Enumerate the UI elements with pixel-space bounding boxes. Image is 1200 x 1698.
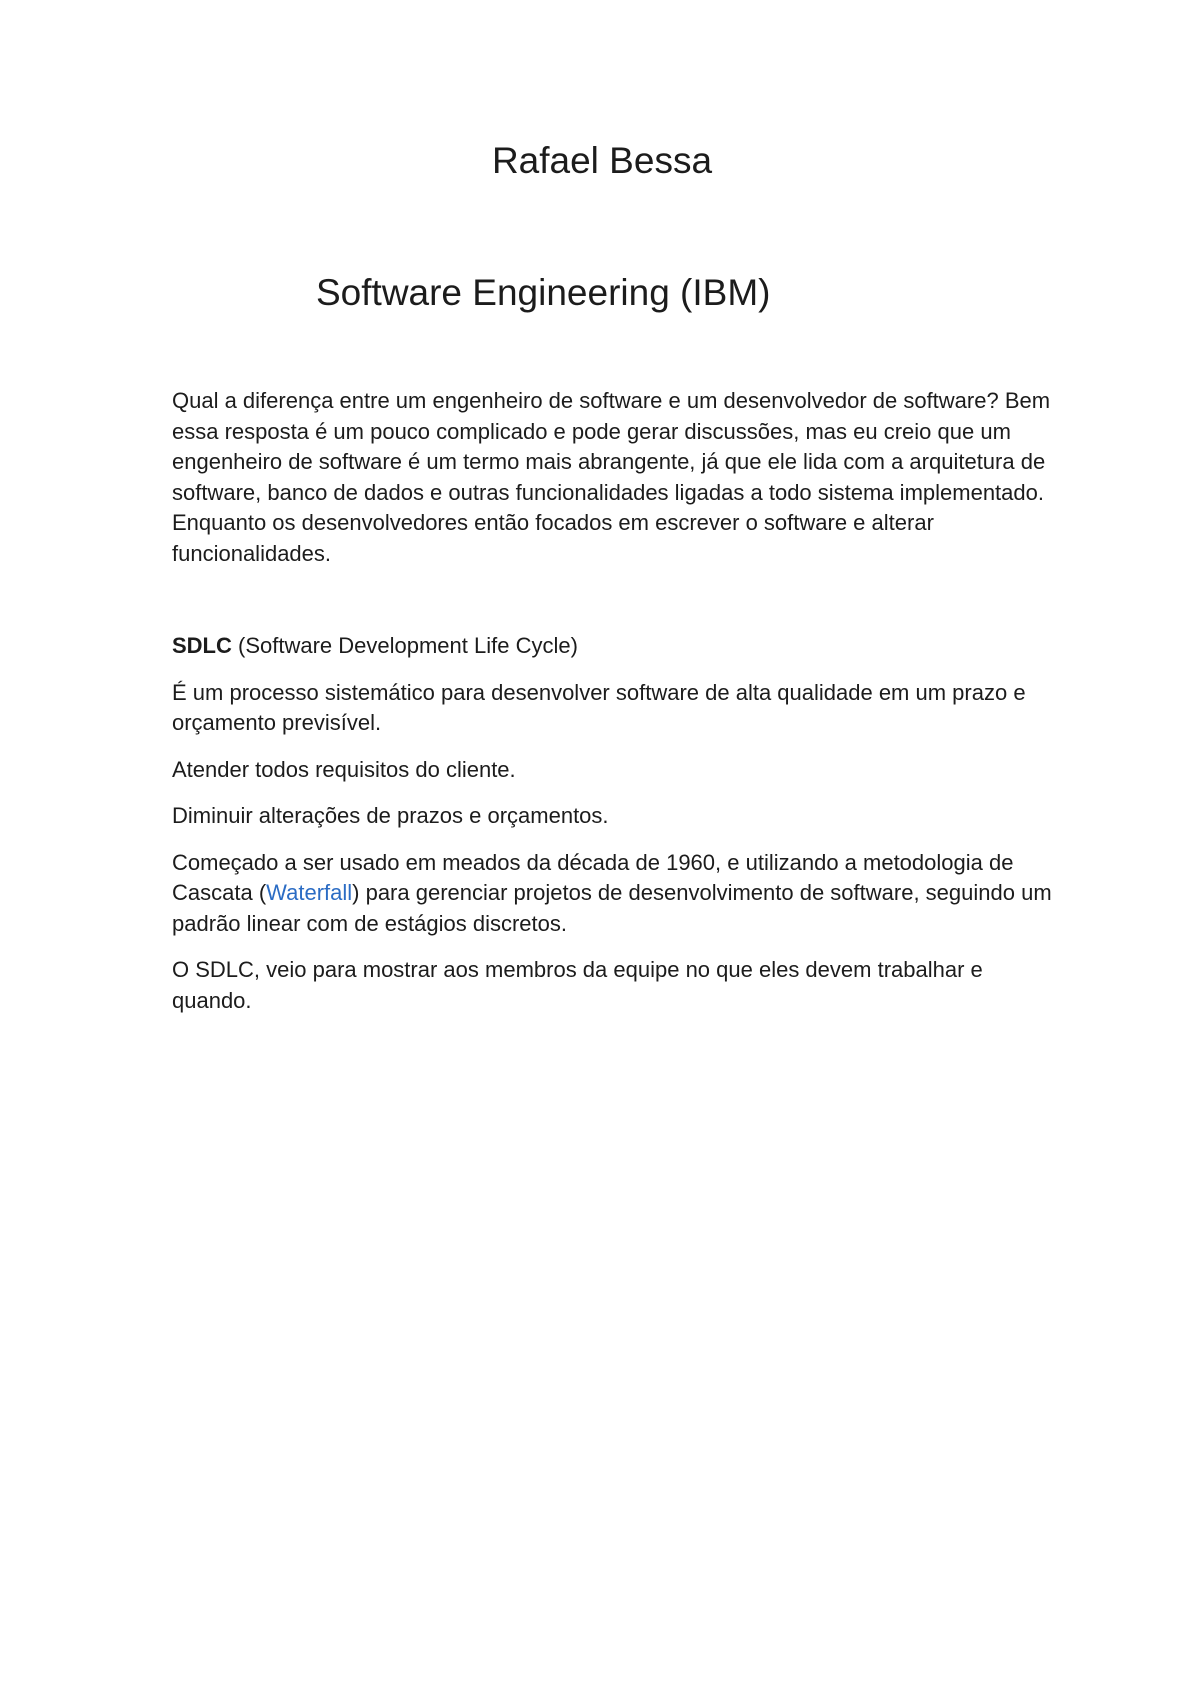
history-paragraph: [172, 848, 1052, 940]
history-text-end: ) para gerenciar projetos de desenvolvimento de software, seguindo um padrão linear com de estágios discretos.: [172, 880, 1052, 936]
history-text-start: Começado a ser usado em meados da década de 1960, e utilizando a metodologia de Cascata (: [172, 849, 1014, 905]
deadlines-paragraph: Diminuir alterações de prazos e orçamentos.: [172, 803, 609, 828]
author-name: Rafael Bessa: [491, 140, 713, 181]
sdlc-heading: [172, 631, 1052, 662]
intro-paragraph: Qual a diferença entre um engenheiro de software e um desenvolvedor de software? Bem essa resposta é um pouco complicado e pode gerar discussões, mas eu creio que um engenheiro de software é um termo mais abrangente, já que ele lida com a arquitetura de software, banco de dados e outras funcionalidades ligadas a todo sistema implementado. Enquanto os desenvolvedores então focados em escrever o software e alterar funcionalidades.: [172, 388, 1051, 566]
sdlc-definition-paragraph: É um processo sistemático para desenvolver software de alta qualidade em um prazo e orçamento previsível.: [172, 679, 1026, 735]
sdlc-expansion: (Software Development Life Cycle): [231, 633, 578, 658]
sdlc-acronym: SDLC: [172, 633, 232, 658]
document-title: Software Engineering (IBM): [316, 272, 771, 313]
purpose-paragraph: O SDLC, veio para mostrar aos membros da equipe no que eles devem trabalhar e quando.: [172, 957, 983, 1013]
requirements-paragraph: Atender todos requisitos do cliente.: [172, 756, 516, 782]
document-body: [172, 386, 1052, 1032]
waterfall-link[interactable]: Waterfall: [266, 880, 353, 905]
